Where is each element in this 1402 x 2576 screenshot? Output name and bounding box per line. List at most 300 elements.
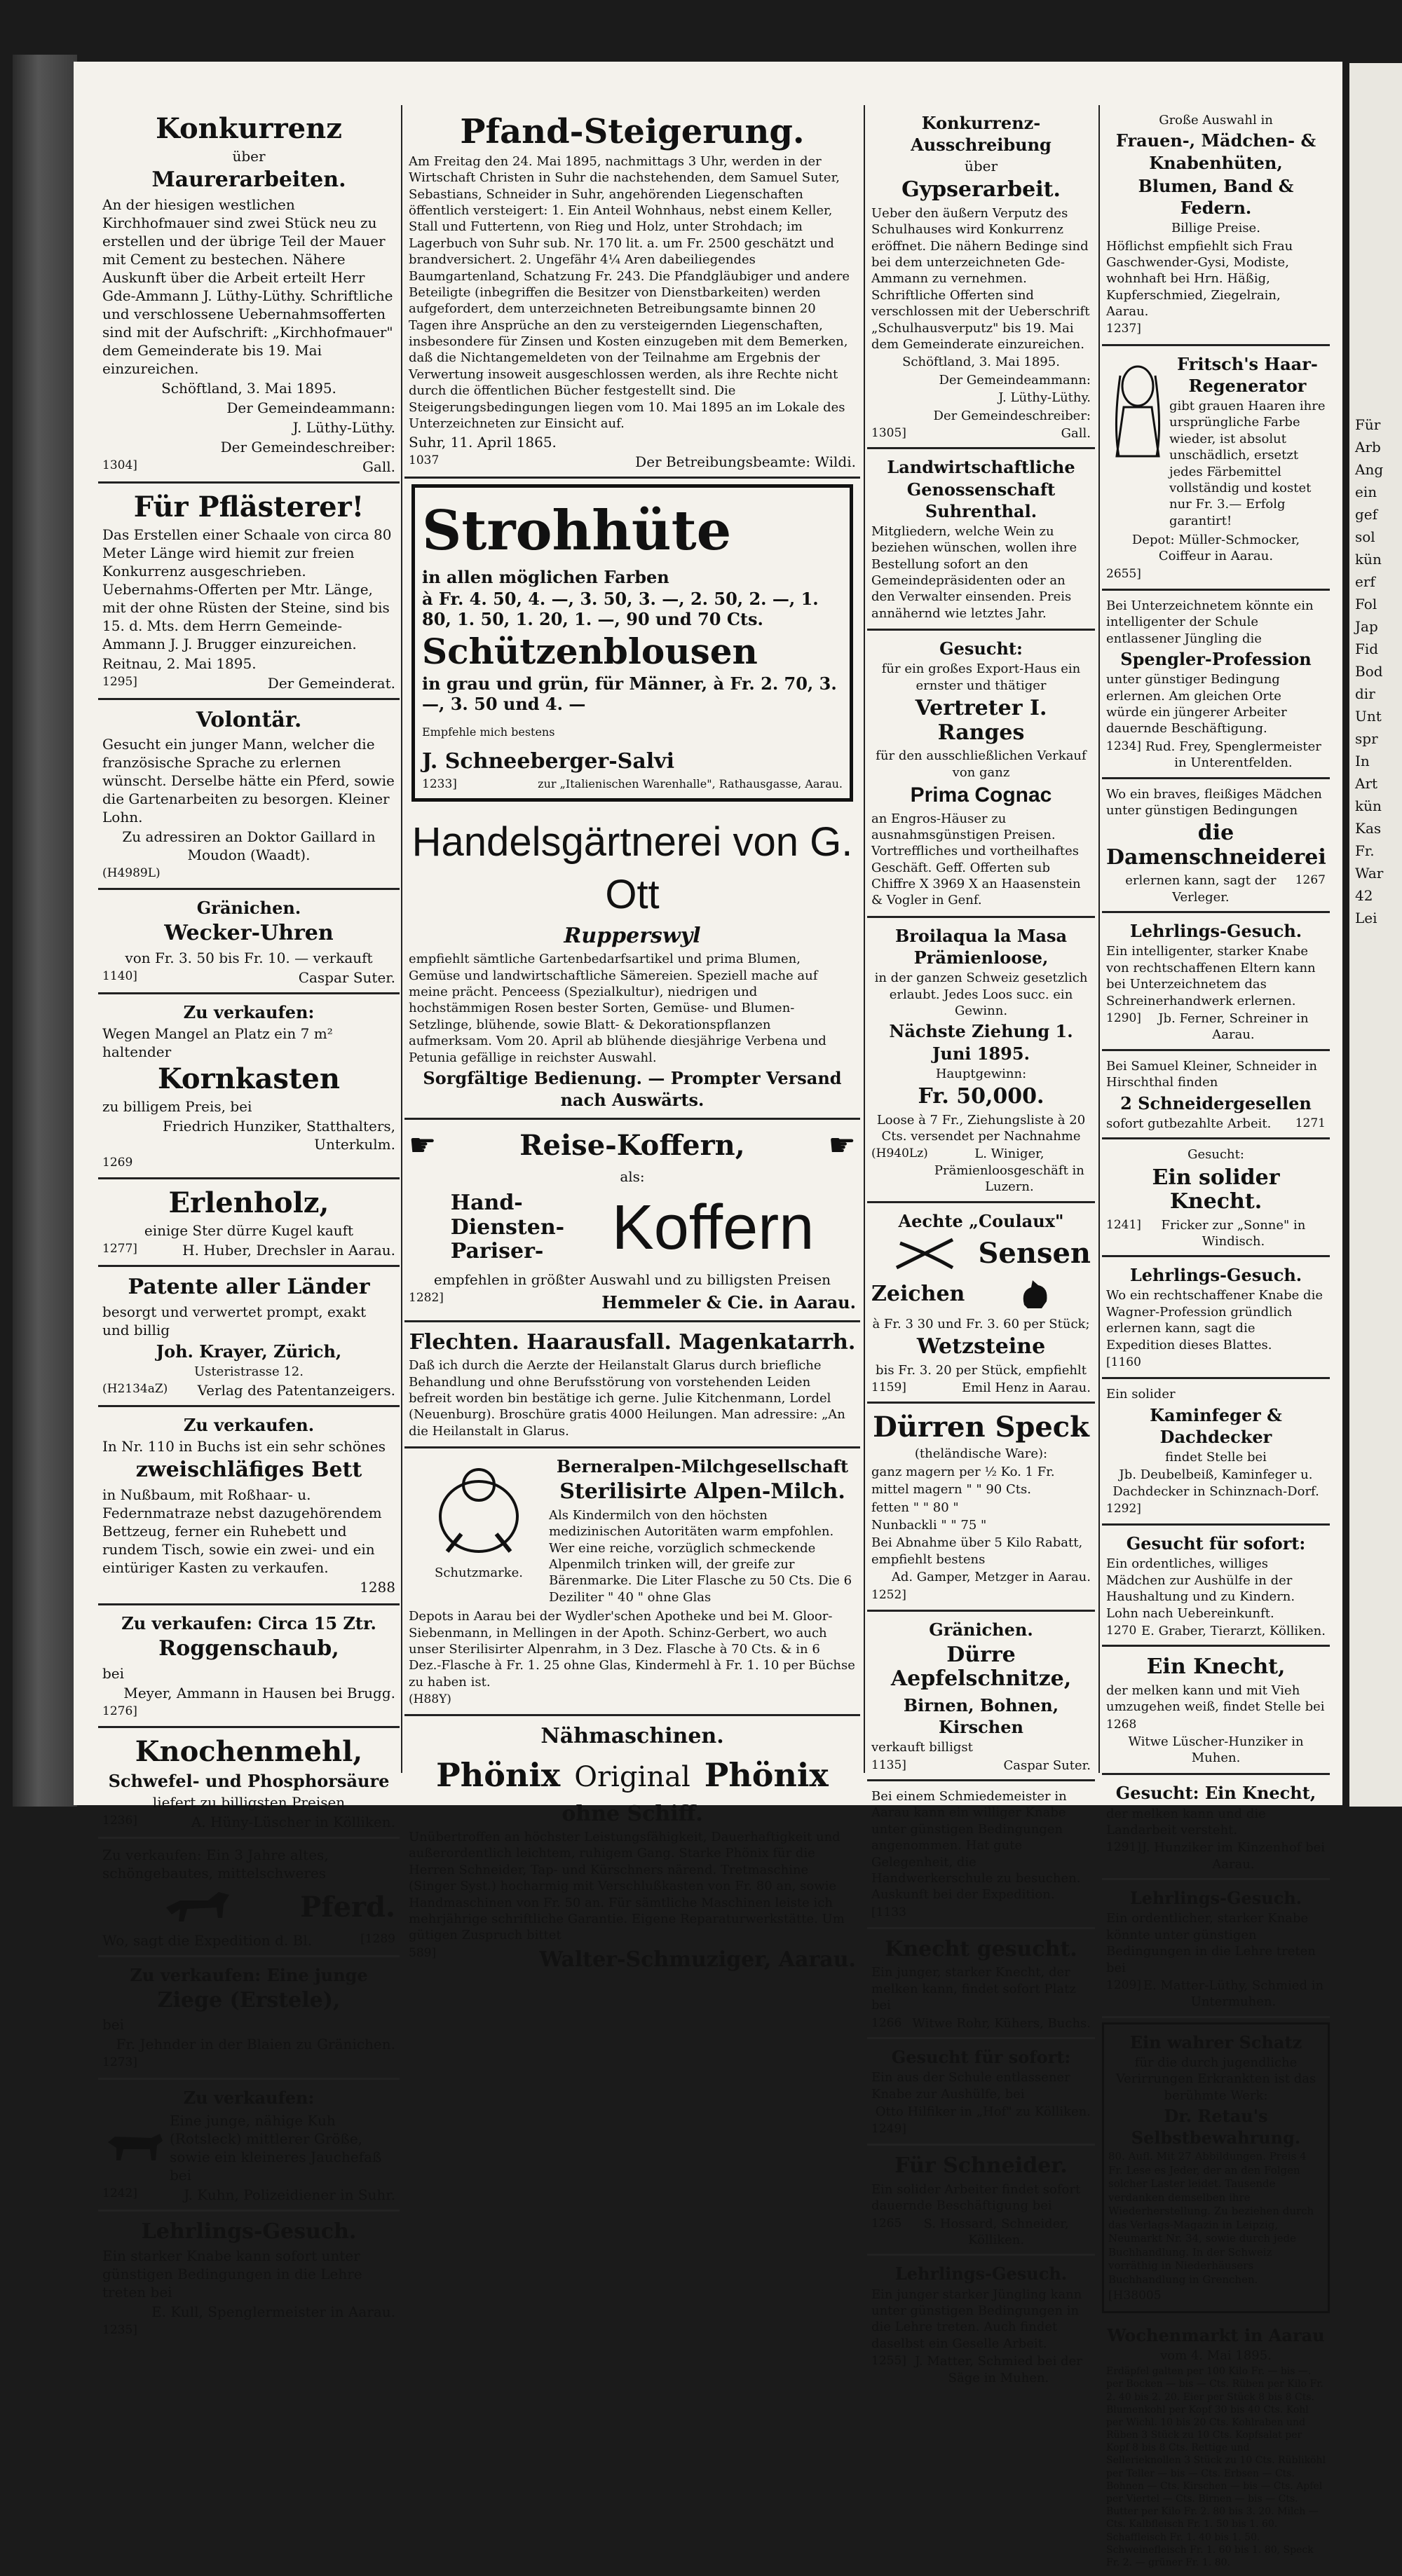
- ad-title: Spengler-Profession: [1120, 649, 1312, 670]
- ad-body: Unübertroffen an höchster Leistungsfähigkeit, Dauerhaftigkeit und außerordentlich leichtem, ruhigem Gang. Starke Phönix für die Herren Schneider, Tap- und Kürschners närend. Tretmaschine (Singer Syst.) hocharmig mit Verschlußkasten von Fr. 80 an, sowie Handmaschinen von Fr. 50 an. Für sämtliche Maschinen leiste ich mehrjährige schriftliche Garantie. Eigene Reparaturwerkstätte. Um gütigen Zuspruch bittet: [409, 1830, 845, 1943]
- facing-page-fragment: 42: [1355, 887, 1373, 904]
- facing-page-fragment: Fol: [1355, 596, 1377, 612]
- ad-title: Lehrlings-Gesuch.: [1129, 1888, 1302, 1909]
- ad-depot: Depots in Aarau bei der Wydler'schen Apotheke und bei M. Gloor-Siebenmann, in Mellingen in der Apoth. Schinz-Gerbert, wo auch unser Sterilisirter Alpenrahm, in 3 Dez. Flasche à 70 Cts. & in 6 Dez.-Flasche à Fr. 1. 25 ohne Glas, Kindermehl à Fr. 1. 10 per Büchse zu haben ist.: [409, 1609, 855, 1690]
- ad-number: [H38005: [1108, 2289, 1162, 2303]
- facing-page-fragment: spr: [1355, 730, 1378, 747]
- ad-knochenmehl: [98, 1728, 400, 1839]
- ad-body: für ein großes Export-Haus ein ernster und thätiger: [881, 662, 1081, 693]
- ad-number: 1241]: [1106, 1217, 1141, 1232]
- ad-body: 80. Aufl. Mit 27 Abbildungen. Preis 4 Fr. Lese es Jeder, der an den Folgen solcher Laster leidet. Tausende verdanken demselben ihre Wiederherstellung. Zu beziehen durch das Verlags-Magazin in Leipzig, Neumarkt Nr. 34, sowie durch jede Buchhandlung. In der Schweiz vorräthig in Niederhäusers Buchhandlung in Grenchen.: [1108, 2150, 1314, 2286]
- ad-bett: [98, 1407, 400, 1605]
- market-date: vom 4. Mai 1895.: [1160, 2348, 1272, 2363]
- ad-kuh: [98, 2080, 400, 2212]
- ad-title: Nähmaschinen.: [540, 1724, 724, 1749]
- ad-title: Konkurrenz-Ausschreibung: [911, 113, 1052, 156]
- ad-footer: Sorgfältige Bedienung. — Prompter Versand nach Auswärts.: [423, 1067, 842, 1111]
- ad-sign-name: Gall.: [362, 458, 395, 475]
- ad-number: 1268: [1106, 1717, 1137, 1732]
- ad-sign-name: J. Hunziker im Kinzenhof bei Aarau.: [1141, 1840, 1325, 1872]
- ad-number: (H4989L): [102, 866, 161, 880]
- ad-naehmaschinen: [404, 1716, 860, 1980]
- price-row: ganz magern per ½ Ko. 1 Fr.: [871, 1464, 1055, 1479]
- ad-body: in Nußbaum, mit Roßhaar- u. Federnmatraze nebst dazugehörendem Bettzeug, ferner ein Ruhebett und rundem Tisch, sowie ein zwei- und ein eintüriger Kasten zu verkaufen.: [102, 1486, 382, 1576]
- ad-sign-name: J. Matter, Schmied bei der Säge in Muhen.: [915, 2354, 1082, 2385]
- ad-title: Fritsch's Haar-Regenerator: [1177, 353, 1318, 396]
- ad-amount: Fr. 50,000.: [918, 1084, 1044, 1109]
- ad-number: 1140]: [102, 968, 137, 983]
- ad-number: 2655]: [1106, 566, 1141, 581]
- ad-title: Ein solider Knecht.: [1152, 1165, 1280, 1214]
- facing-page-fragment: Unt: [1355, 708, 1382, 725]
- ad-damenschneiderei: [1102, 779, 1330, 914]
- ad-title: 2 Schneidergesellen: [1120, 1092, 1312, 1114]
- ad-body: empfehlen in größter Auswahl und zu billigsten Preisen: [433, 1270, 831, 1288]
- ad-intro: Zu verkaufen.: [183, 1415, 315, 1436]
- ad-title: Knecht gesucht.: [885, 1936, 1077, 1961]
- ad-intro: Zu verkaufen: Eine junge: [130, 1964, 368, 1985]
- ad-sign-name: Witwe Rohr, Kühers, Buchs.: [912, 2015, 1091, 2031]
- ad-body: Wo, sagt die Expedition d. Bl.: [102, 1931, 313, 1949]
- ad-body: Ein ordentliches, williges Mädchen zur Aushülfe in der Haushaltung und zu Kindern. Lohn nach Uebereinkunft.: [1106, 1556, 1295, 1621]
- ad-title: Handelsgärtnerei von G. Ott: [411, 818, 853, 918]
- ad-pferd: [98, 1839, 400, 1957]
- ad-intro: Zu verkaufen: Ein 3 Jahre altes, schöngebautes, mittelschweres: [102, 1846, 329, 1882]
- ad-kornkasten: [98, 994, 400, 1179]
- ad-body: in grau und grün, für Männer, à Fr. 2. 70, 3. —, 3. 50 und 4. —: [422, 673, 837, 715]
- ad-sub: über: [232, 148, 266, 165]
- ad-number: 1037: [409, 453, 440, 468]
- ad-intro: Aechte „Coulaux": [898, 1210, 1064, 1231]
- ad-reise-koffern: [404, 1120, 860, 1322]
- ad-number: [1160: [1106, 1355, 1141, 1370]
- ad-gypserarbeit: [867, 105, 1095, 449]
- ad-number: 1252]: [871, 1587, 906, 1602]
- ad-title: Konkurrenz: [156, 112, 342, 145]
- ad-sign-name: Walter-Schmuziger, Aarau.: [539, 1947, 856, 1972]
- ad-title: Sterilisirte Alpen-Milch.: [559, 1479, 845, 1505]
- ad-number: 1237]: [1106, 322, 1141, 336]
- ad-title: Roggenschaub,: [158, 1636, 339, 1662]
- ad-book: Dr. Retau's Selbstbewahrung.: [1131, 2106, 1301, 2149]
- ad-title: Pferd.: [300, 1890, 395, 1924]
- ad-number: (H940Lz): [871, 1146, 928, 1161]
- facing-page-fragment: gef: [1355, 506, 1378, 523]
- ad-head: Große Auswahl in: [1159, 113, 1273, 128]
- ad-address: Usteristrasse 12.: [194, 1364, 304, 1379]
- ad-body: für die durch jugendliche Verirrungen Erkrankten ist das berühmte Werk:: [1115, 2055, 1316, 2103]
- ad-number: 1267: [1295, 873, 1326, 888]
- ad-number: 1209]: [1106, 1978, 1141, 1992]
- ad-alpenmilch: [404, 1448, 860, 1716]
- ad-body: Als Kindermilch von den höchsten medizinischen Autoritäten warm empfohlen. Wer eine reiche, vorzüglich schmeckende Alpenmilch trinken will, der greife zur Bärenmarke. Die Liter Flasche zu 50 Cts. Die 6 Deziliter " 40 " ohne Glas: [549, 1507, 852, 1605]
- ad-title: Broilaqua la Masa Prämienloose,: [894, 925, 1068, 968]
- ad-body: Das Erstellen einer Schaale von circa 80 Meter Länge wird hiemit zur freien Konkurrenz ausgeschrieben. Uebernahms-Offerten per Mtr. Länge, mit der ohne Rüsten der Steine, sind bis 15. d. Mts. dem Herrn Gemeinde-Ammann J. J. Brugger einzureichen.: [102, 526, 392, 652]
- ad-sensen: [867, 1203, 1095, 1404]
- ad-body: Daß ich durch die Aerzte der Heilanstalt Glarus durch briefliche Behandlung und ohne Berufsstörung von vorstehenden Leiden befreit worden bin bestätige ich gerne. Julie Kitchenmann, Lordel (Neuenburg). Broschüre gratis 4000 Heilungen. Man adressire: „An die Heilanstalt in Glarus.: [409, 1358, 845, 1439]
- ad-intro: Zu verkaufen: Circa 15 Ztr.: [121, 1612, 376, 1633]
- ad-sign-name: Emil Henz in Aarau.: [961, 1381, 1091, 1396]
- ad-date: Schöftland, 3. Mai 1895.: [161, 379, 336, 397]
- facing-page-fragment: ein: [1355, 484, 1377, 500]
- horse-icon: [159, 1886, 243, 1928]
- ad-number: 1235]: [102, 2323, 137, 2338]
- ad-body: Höflichst empfiehlt sich Frau Gaschwender-Gysi, Modiste, wohnhaft bei Hrn. Häßig, Kupferschmied, Ziegelrain, Aarau.: [1106, 238, 1293, 320]
- ad-number: 1288: [360, 1578, 395, 1596]
- ad-number: 1266: [871, 2015, 902, 2030]
- facing-page-fragment: kün: [1355, 551, 1382, 568]
- ad-sign-name: L. Winiger, Prämienloosgeschäft in Luzern.: [934, 1146, 1084, 1195]
- facing-page-fragment: kün: [1355, 797, 1382, 814]
- ad-sign-name: A. Hüny-Lüscher in Kölliken.: [191, 1813, 395, 1830]
- ad-roggenschaub: [98, 1605, 400, 1728]
- facing-page-fragment: Lei: [1355, 910, 1377, 926]
- ad-sign-name: Meyer, Ammann in Hausen bei Brugg.: [123, 1684, 395, 1701]
- ad-sign-name: Joh. Krayer, Zürich,: [156, 1341, 342, 1362]
- facing-page-fragment: sol: [1355, 528, 1375, 545]
- ad-sign-name: E. Graber, Tierarzt, Kölliken.: [1141, 1623, 1326, 1638]
- pointing-hand-icon: ☛: [409, 1128, 437, 1164]
- ad-price: zu billigem Preis, bei: [102, 1097, 252, 1115]
- ad-title: zweischläfiges Bett: [135, 1458, 362, 1483]
- ad-maedchen: [1102, 1526, 1330, 1647]
- ad-pflaesterer: [98, 484, 400, 700]
- ad-body: Ein junger starker Jüngling kann unter günstigen Bedingungen in die Lehre treten. Auch findet daselbst ein Geselle Arbeit.: [871, 2287, 1082, 2351]
- ad-number: [1133: [871, 1905, 906, 1919]
- ad-title: Pfand-Steigerung.: [460, 112, 805, 151]
- ad-sub: in allen möglichen Farben: [422, 567, 669, 588]
- ad-number: 1270: [1106, 1623, 1137, 1638]
- ad-body: gibt grauen Haaren ihre ursprüngliche Farbe wieder, ist absolut unschädlich, ersetzt jedes Färbemittel vollständig und kostet nur Fr. 3.— Erfolg garantirt!: [1169, 398, 1326, 528]
- ad-body: Ein solider Arbeiter findet sofort dauernde Beschäftigung bei: [871, 2181, 1081, 2214]
- ad-intro: Gesucht:: [1187, 1147, 1244, 1163]
- ad-body: Am Freitag den 24. Mai 1895, nachmittags 3 Uhr, werden in der Wirtschaft Christen in Suhr die nachstehenden, dem Samuel Suter, Sebastians, Schneider in Suhr, angehörenden Liegenschaften öffentlich versteigert: 1. Ein Anteil Wohnhaus, nebst einem Keller, Stall und Futtertenn, von Rieg und Holz, unter Strohdach; im Lagerbuch von Suhr sub. Nr. 170 lit. a. um Fr. 2500 geschätzt und brandversichert. 2. Ungefähr 4¼ Aren dabeiliegendes Baumgartenland, Schatzung Fr. 243. Die Pfandgläubiger und andere Beteiligte (inbegriffen die Besitzer von Dienstbarkeiten) werden aufgefordert, dem unterzeichneten Betreibungsamte binnen 20 Tagen ihre Ansprüche an den zu versteigernden Liegenschaften, insbesondere für Zinsen und Kosten einzugeben mit dem Bemerken, daß die Nichtangemeldeten von der Teilnahme am Ergebnis der Verwertung insoweit ausgeschlossen werden, als ihre Rechte nicht durch die öffentlichen Bücher festgestellt sind. Die Steigerungsbedingungen liegen vom 10. Mai 1895 an im Lokale des Unterzeichneten zur Einsicht auf.: [409, 153, 850, 432]
- ad-prices: à Fr. 4. 50, 4. —, 3. 50, 3. —, 2. 50, 2. —, 1. 80, 1. 50, 1. 20, 1. —, 90 und 70 Cts.: [422, 589, 819, 630]
- ad-title: Flechten. Haarausfall. Magenkatarrh.: [409, 1329, 856, 1355]
- facing-page-fragment: War: [1355, 865, 1384, 882]
- ad-number: [1289: [360, 1931, 395, 1946]
- ad-sign-name: Fr. Jehnder in der Blaien zu Gränichen.: [116, 2036, 395, 2053]
- ad-title: Lehrlings-Gesuch.: [1129, 921, 1302, 942]
- ad-number: 1291]: [1106, 1840, 1141, 1855]
- ad-haar-regenerator: [1102, 346, 1330, 591]
- ad-body: liefert zu billigsten Preisen: [152, 1793, 346, 1811]
- ad-body: für den ausschließlichen Verkauf von ganz: [876, 748, 1087, 780]
- ad-number: 1234]: [1106, 739, 1141, 753]
- ad-number: 1304]: [102, 458, 137, 472]
- ad-title: Wecker-Uhren: [164, 921, 334, 946]
- facing-page-fragment: dir: [1355, 685, 1375, 702]
- ad-title: Volontär.: [196, 707, 302, 732]
- ad-lehrling-schmied-2: [1102, 1880, 1330, 2018]
- ad-sign-name: J. Schneeberger-Salvi: [422, 749, 674, 774]
- column-3: [867, 105, 1095, 2392]
- ad-sign-name: Ad. Gamper, Metzger in Aarau.: [891, 1570, 1091, 1585]
- ad-lehrling-spengler: [98, 2212, 400, 2345]
- ad-sub: Schwefel- und Phosphorsäure: [108, 1770, 390, 1791]
- ad-title: Gesucht für sofort:: [1126, 1533, 1306, 1554]
- ad-sign-name: Rud. Frey, Spenglermeister in Unterentfelden.: [1145, 739, 1321, 771]
- facing-page-fragment: Für: [1355, 416, 1381, 433]
- column-2: [404, 105, 860, 1980]
- ad-wecker: [98, 890, 400, 994]
- ad-number: 1233]: [422, 776, 457, 791]
- ad-title: Frauen-, Mädchen- & Knabenhüten,: [1115, 130, 1316, 173]
- ad-sign-name: Witwe Lüscher-Hunziker in Muhen.: [1128, 1734, 1304, 1766]
- ad-sign-name: E. Kull, Spenglermeister in Aarau.: [151, 2303, 395, 2321]
- ad-sign-name: Fricker zur „Sonne" in Windisch.: [1161, 1217, 1306, 1249]
- ad-body: Ein aus der Schule entlassener Knabe zur Aushülfe, bei: [871, 2070, 1070, 2102]
- ad-number: 1236]: [102, 1813, 137, 1828]
- ad-title: Lehrlings-Gesuch.: [141, 2219, 357, 2244]
- ad-sign: Der Gemeindeammann:: [226, 399, 395, 416]
- column-1: [98, 105, 400, 2345]
- ad-sub: als:: [620, 1167, 645, 1185]
- ad-address: Zu adressiren an Doktor Gaillard in Moudon (Waadt).: [122, 828, 376, 863]
- ad-title: Erlenholz,: [168, 1186, 329, 1220]
- ad-sign: Der Gemeindeschreiber:: [933, 408, 1091, 423]
- ad-place: Gränichen.: [929, 1619, 1033, 1640]
- wochenmarkt: [1102, 2317, 1330, 2576]
- ad-title: Für Schneider.: [894, 2153, 1068, 2179]
- ad-recommend: Empfehle mich bestens: [422, 725, 555, 739]
- ad-intro: Zu verkaufen:: [183, 1001, 315, 1022]
- brand-name: Phönix: [704, 1755, 829, 1794]
- ad-number: 1292]: [1106, 1502, 1141, 1516]
- ad-zeichen: Zeichen: [871, 1281, 965, 1306]
- ad-body: Wo ein rechtschaffener Knabe die Wagner-Profession gründlich erlernen kann, sagt die Expedition dieses Blattes.: [1106, 1288, 1323, 1352]
- ad-body: Bei einem Schmiedemeister in Aarau kann ein williger Knabe unter günstigen Bedingungen angenommen. Hat gute Gelegenheit, die Handwerkerschule zu besuchen. Auskunft bei der Expedition.: [871, 1789, 1081, 1903]
- ad-lehrling-wagner: [1102, 1257, 1330, 1379]
- ad-body: besorgt und verwertet prompt, exakt und billig: [102, 1303, 367, 1338]
- ad-date: Suhr, 11. April 1865.: [409, 434, 557, 451]
- ad-volontaer: [98, 700, 400, 891]
- ad-praemienloose: [867, 918, 1095, 1203]
- facing-page-fragment: Fr.: [1355, 842, 1375, 859]
- ad-body: Wo ein braves, fleißiges Mädchen unter günstigen Bedingungen: [1106, 786, 1322, 818]
- facing-page-fragment: Jap: [1355, 618, 1378, 635]
- ad-number: (H88Y): [409, 1692, 451, 1707]
- ad-knecht-gesucht: [867, 1929, 1095, 2039]
- facing-page-fragment: In: [1355, 753, 1370, 769]
- market-prices: Erdäpfel galten per 100 Kilo Fr. — bis —. per Bocken — bis — Cts. Rüben per Kilo Fr. 2. 40 bis 2. 20. Eier per Stück 8 bis 8 Cts. Blumenkohl per Kopf 30 bis 40 Cts. Kohl per Wichl. 10 bis 20 Cts. Kohlraben und Rüben 3 Stück zu 10 Cts. Kopfsalat per Kopf 8 bis 8 Cts. Rettige und Sellerieknollen 3 Stück zu 10 Cts. Rübliköhl per Teller — bis — Cts. Erbsen — Cts. Bohnen — Cts. Kirschen — bis — Cts. Apfel per Viertel — Cts. Birnen — bis — Cts. Butter per Kilo Fr. 2. 80 bis 3. 20. Milch — Cts. Kalbfleisch Fr. 1. 50 bis 1. 60. Schaffleisch Fr. 1. 40 bis 1. 50. Schweinefleisch Fr. 1. 60 bis 1. 80, Speck Fr. 2. — grüner Fr. 1. 80.: [1106, 2366, 1326, 2568]
- facing-page-fragment: Bod: [1355, 663, 1383, 680]
- ad-title: Sensen: [978, 1236, 1091, 1270]
- ad-body: Loose à 7 Fr., Ziehungsliste à 20 Cts. versendet per Nachnahme: [876, 1112, 1086, 1144]
- ad-draw: Nächste Ziehung 1. Juni 1895.: [889, 1021, 1073, 1064]
- ad-sub: über: [964, 158, 998, 175]
- ad-sub: Birnen, Bohnen, Kirschen: [903, 1694, 1059, 1738]
- ad-title: Lehrlings-Gesuch.: [894, 2263, 1068, 2284]
- ad-body: der melken kann und die Landarbeit versteht.: [1106, 1806, 1266, 1838]
- ad-title: Landwirtschaftliche Genossenschaft Suhrenthal.: [887, 457, 1075, 521]
- ad-sign-name: Gall.: [1061, 425, 1091, 441]
- ad-pfand-steigerung: [404, 105, 860, 479]
- ad-genossenschaft: [867, 449, 1095, 631]
- column-rule: [1098, 105, 1100, 1773]
- ad-spengler: [1102, 591, 1330, 779]
- ad-title: Ein Knecht,: [1146, 1654, 1286, 1680]
- ad-speck: [867, 1404, 1095, 1611]
- ad-sub: ohne Schiff.: [562, 1801, 703, 1826]
- ad-kaminfeger: [1102, 1379, 1330, 1526]
- ad-ein-knecht: [1102, 1647, 1330, 1775]
- ad-body: an Engros-Häuser zu ausnahmsgünstigen Preisen. Vortreffliches und vortheilhaftes Geschäft. Geff. Offerten sub Chiffre X 3969 X an Haasenstein & Vogler in Genf.: [871, 811, 1081, 908]
- brand-original: Original: [574, 1760, 690, 1793]
- ad-ziege: [98, 1957, 400, 2080]
- trademark-label: Schutzmarke.: [435, 1566, 523, 1581]
- ad-wahrer-schatz: [1102, 2022, 1330, 2313]
- ad-number: 1273]: [102, 2055, 137, 2070]
- ad-sign-name: Otto Hilfiker in „Hof" zu Kölliken.: [875, 2104, 1091, 2119]
- ad-number: 1276]: [102, 1704, 137, 1718]
- ad-headline: Gypserarbeit.: [901, 177, 1061, 203]
- ad-title: Gesucht: Ein Knecht,: [1115, 1783, 1316, 1804]
- ad-knecht-landarbeit: [1102, 1775, 1330, 1880]
- facing-page-fragment: erf: [1355, 573, 1375, 590]
- brand-name: Phönix: [436, 1755, 561, 1794]
- ad-title: Strohhüte: [422, 499, 732, 563]
- ad-sign-name: H. Huber, Drechsler in Aarau.: [182, 1242, 395, 1259]
- ad-body: der melken kann und mit Vieh umzugehen weiß, findet Stelle bei: [1106, 1683, 1325, 1715]
- ad-vertreter: [867, 631, 1095, 918]
- ad-body: Ueber den äußern Verputz des Schulhauses wird Konkurrenz eröffnet. Die nähern Bedinge sind bei dem unterzeichneten Gde-Ammann zu vernehmen. Schriftliche Offerten sind verschlossen mit der Ueberschrift „Schulhausverputz" bis 19. Mai dem Gemeinderate einzureichen.: [871, 205, 1090, 352]
- ad-title: Knochenmehl,: [135, 1734, 363, 1768]
- ad-types: Hand- Diensten- Pariser-: [450, 1191, 565, 1264]
- ad-body: bei: [102, 1664, 125, 1682]
- ad-number: 1269: [102, 1155, 133, 1170]
- ad-place: Rupperswyl: [564, 923, 701, 948]
- ad-title: Lehrlings-Gesuch.: [1129, 1265, 1302, 1286]
- facing-page-fragment: Fid: [1355, 640, 1379, 657]
- ad-body: In Nr. 110 in Buchs ist ein sehr schönes: [102, 1438, 386, 1455]
- price-row: mittel magern " " 90 Cts.: [871, 1482, 1031, 1498]
- ad-sign-name: Jb. Deubelbeiß, Kaminfeger u. Dachdecker in Schinznach-Dorf.: [1112, 1467, 1319, 1499]
- ad-sign-name: E. Matter-Lüthy, Schmied in Untermuhen.: [1143, 1978, 1324, 2010]
- ad-price: bis Fr. 3. 20 per Stück, empfiehlt: [876, 1362, 1087, 1378]
- ad-number: 1159]: [871, 1381, 906, 1395]
- facing-page-fragment: Ang: [1355, 461, 1384, 478]
- ad-body: Ein ordentlicher, starker Knabe könnte unter günstigen Bedingungen in die Lehre treten bei: [1106, 1911, 1316, 1975]
- ad-patente: [98, 1267, 400, 1407]
- pointing-hand-icon: ☛: [828, 1128, 856, 1164]
- ad-number: 1135]: [871, 1758, 906, 1772]
- ad-title: Dürren Speck: [873, 1411, 1089, 1444]
- column-rule: [864, 105, 865, 1773]
- ad-number: 1277]: [102, 1242, 137, 1256]
- ad-body: Bei Samuel Kleiner, Schneider in Hirschthal finden: [1106, 1058, 1317, 1090]
- ad-sign-name: J. Lüthy-Lüthy.: [998, 390, 1091, 406]
- ad-erlenholz: [98, 1179, 400, 1267]
- ad-lehrling-schmied: [867, 2256, 1095, 2392]
- ad-title: Kornkasten: [158, 1062, 340, 1095]
- ad-sign-name: Caspar Suter.: [298, 968, 395, 986]
- ad-strohhuete: [411, 484, 853, 802]
- ad-number: 1242]: [102, 2186, 137, 2200]
- ad-sign-name: S. Hossard, Schneider, Kölliken.: [923, 2216, 1069, 2248]
- ad-head: Berneralpen-Milchgesellschaft: [556, 1456, 849, 1477]
- book-binding: [13, 55, 77, 1807]
- ad-sign-name: Friedrich Hunziker, Statthalters, Unterkulm.: [162, 1117, 395, 1153]
- ad-body: Mitgliedern, welche Wein zu beziehen wünschen, wollen ihre Bestellung sofort an den Gemeindepräsidenten oder an den Verwalter einsenden. Preis annähernd wie letztes Jahr.: [871, 523, 1077, 621]
- ad-body: in der ganzen Schweiz gesetzlich erlaubt. Jedes Loos succ. ein Gewinn.: [874, 971, 1088, 1018]
- ad-number: 589]: [409, 1945, 437, 1960]
- facing-page-fragment: Arb: [1355, 439, 1381, 455]
- ad-number: 1290]: [1106, 1010, 1141, 1025]
- ad-body: Ein starker Knabe kann sofort unter günstigen Bedingungen in die Lehre treten bei: [102, 2247, 362, 2301]
- scythe-icon: [893, 1236, 956, 1271]
- ad-gesucht-sofort: [867, 2039, 1095, 2146]
- ad-date: Reitnau, 2. Mai 1895.: [102, 655, 257, 672]
- ad-fuer-schneider: [867, 2146, 1095, 2256]
- column-4: [1102, 105, 1330, 2576]
- ad-extra: Verlag des Patentanzeigers.: [197, 1382, 395, 1399]
- ad-intro: Gesucht:: [939, 638, 1023, 659]
- ad-number: 1282]: [409, 1290, 444, 1305]
- bear-trademark-icon: [419, 1457, 538, 1562]
- ad-solider-knecht: [1102, 1139, 1330, 1257]
- woman-portrait-icon: [1106, 355, 1169, 460]
- ad-handelsgaertnerei: [404, 807, 860, 1120]
- price-row: Nunbackli " " 75 ": [871, 1518, 987, 1533]
- ad-number: 1255]: [871, 2354, 906, 2369]
- ad-title: die Damenschneiderei: [1106, 821, 1326, 870]
- column-rule: [401, 105, 402, 1773]
- ad-schmied: [867, 1781, 1095, 1929]
- ad-sign-name: J. Kuhn, Polizeidiener in Suhr.: [184, 2186, 395, 2203]
- ad-body: Wegen Mangel an Platz ein 7 m² haltender: [102, 1025, 333, 1060]
- ad-number: (H2134aZ): [102, 1382, 168, 1397]
- ad-body: erlernen kann, sagt der Verleger.: [1125, 873, 1277, 905]
- ad-sub: Blumen, Band & Federn.: [1138, 175, 1294, 218]
- ad-title: Vertreter I. Ranges: [915, 696, 1047, 745]
- ad-title: Ziege (Erstele),: [157, 1987, 341, 2013]
- ad-intro: Ein solider: [1106, 1387, 1176, 1402]
- ad-title: Patente aller Länder: [128, 1275, 370, 1300]
- ad-prices: Billige Preise.: [1171, 221, 1260, 236]
- rooster-icon: [1017, 1277, 1052, 1312]
- ad-schneidergesellen: [1102, 1051, 1330, 1139]
- ad-sign: Der Gemeindeschreiber:: [220, 438, 395, 455]
- ad-body: Bei Unterzeichnetem könnte ein intelligenter der Schule entlassener Jüngling die: [1106, 598, 1314, 646]
- ad-body: Ein intelligenter, starker Knabe von rechtschaffenen Eltern kann bei Unterzeichnetem das Schreinerhandwerk erlernen.: [1106, 944, 1316, 1008]
- ad-sign-name: J. Lüthy-Lüthy.: [292, 418, 395, 436]
- ad-date: Schöftland, 3. Mai 1895.: [902, 355, 1060, 370]
- ad-lehrling-schreiner: [1102, 913, 1330, 1051]
- ad-sign-name: Hemmeler & Cie. in Aarau.: [601, 1292, 856, 1313]
- ad-title: Kaminfeger & Dachdecker: [1150, 1404, 1282, 1447]
- ad-number: 1249]: [871, 2122, 906, 2137]
- market-title: Wochenmarkt in Aarau: [1107, 2324, 1325, 2345]
- ad-body: verkauft billigst: [871, 1740, 973, 1755]
- ad-intro: Zu verkaufen:: [183, 2087, 315, 2108]
- ad-sign: Der Betreibungsbeamte: Wildi.: [635, 453, 856, 471]
- ad-sign-name: Caspar Suter.: [1003, 1758, 1091, 1773]
- ad-title: Prima Cognac: [910, 783, 1052, 807]
- facing-page-fragment: Art: [1355, 775, 1378, 792]
- ad-body: Ein junger, starker Knecht, der melken kann, findet sofort Platz bei: [871, 1965, 1076, 2013]
- ad-sign: Der Gemeinderat.: [267, 674, 395, 692]
- ad-heilanstalt: [404, 1322, 860, 1448]
- ad-hutgeschaeft: [1102, 105, 1330, 346]
- ad-title: Wetzsteine: [916, 1334, 1046, 1359]
- ad-place: Gränichen.: [196, 898, 301, 919]
- cow-icon: [102, 2128, 165, 2167]
- ad-headline: Maurerarbeiten.: [151, 167, 346, 192]
- ad-depot: Depot: Müller-Schmocker, Coiffeur in Aarau.: [1131, 533, 1300, 564]
- ad-body: empfiehlt sämtliche Gartenbedarfsartikel und prima Blumen, Gemüse und landwirtschaftliche Sämereien. Speziell mache auf meine prächt. Penceess (Spezialkultur), niedrigen und hochstämmigen Rosen bester Sorten, Gemüse- und Blumen-Setzlinge, blühende, sowie Blatt- & Dekorationspflanzen aufmerksam. Vom 20. April ab blühende diesjährige Verbena und Petunia gefällige in reichster Auswahl.: [409, 952, 826, 1065]
- ad-title: Gesucht für sofort:: [891, 2046, 1071, 2067]
